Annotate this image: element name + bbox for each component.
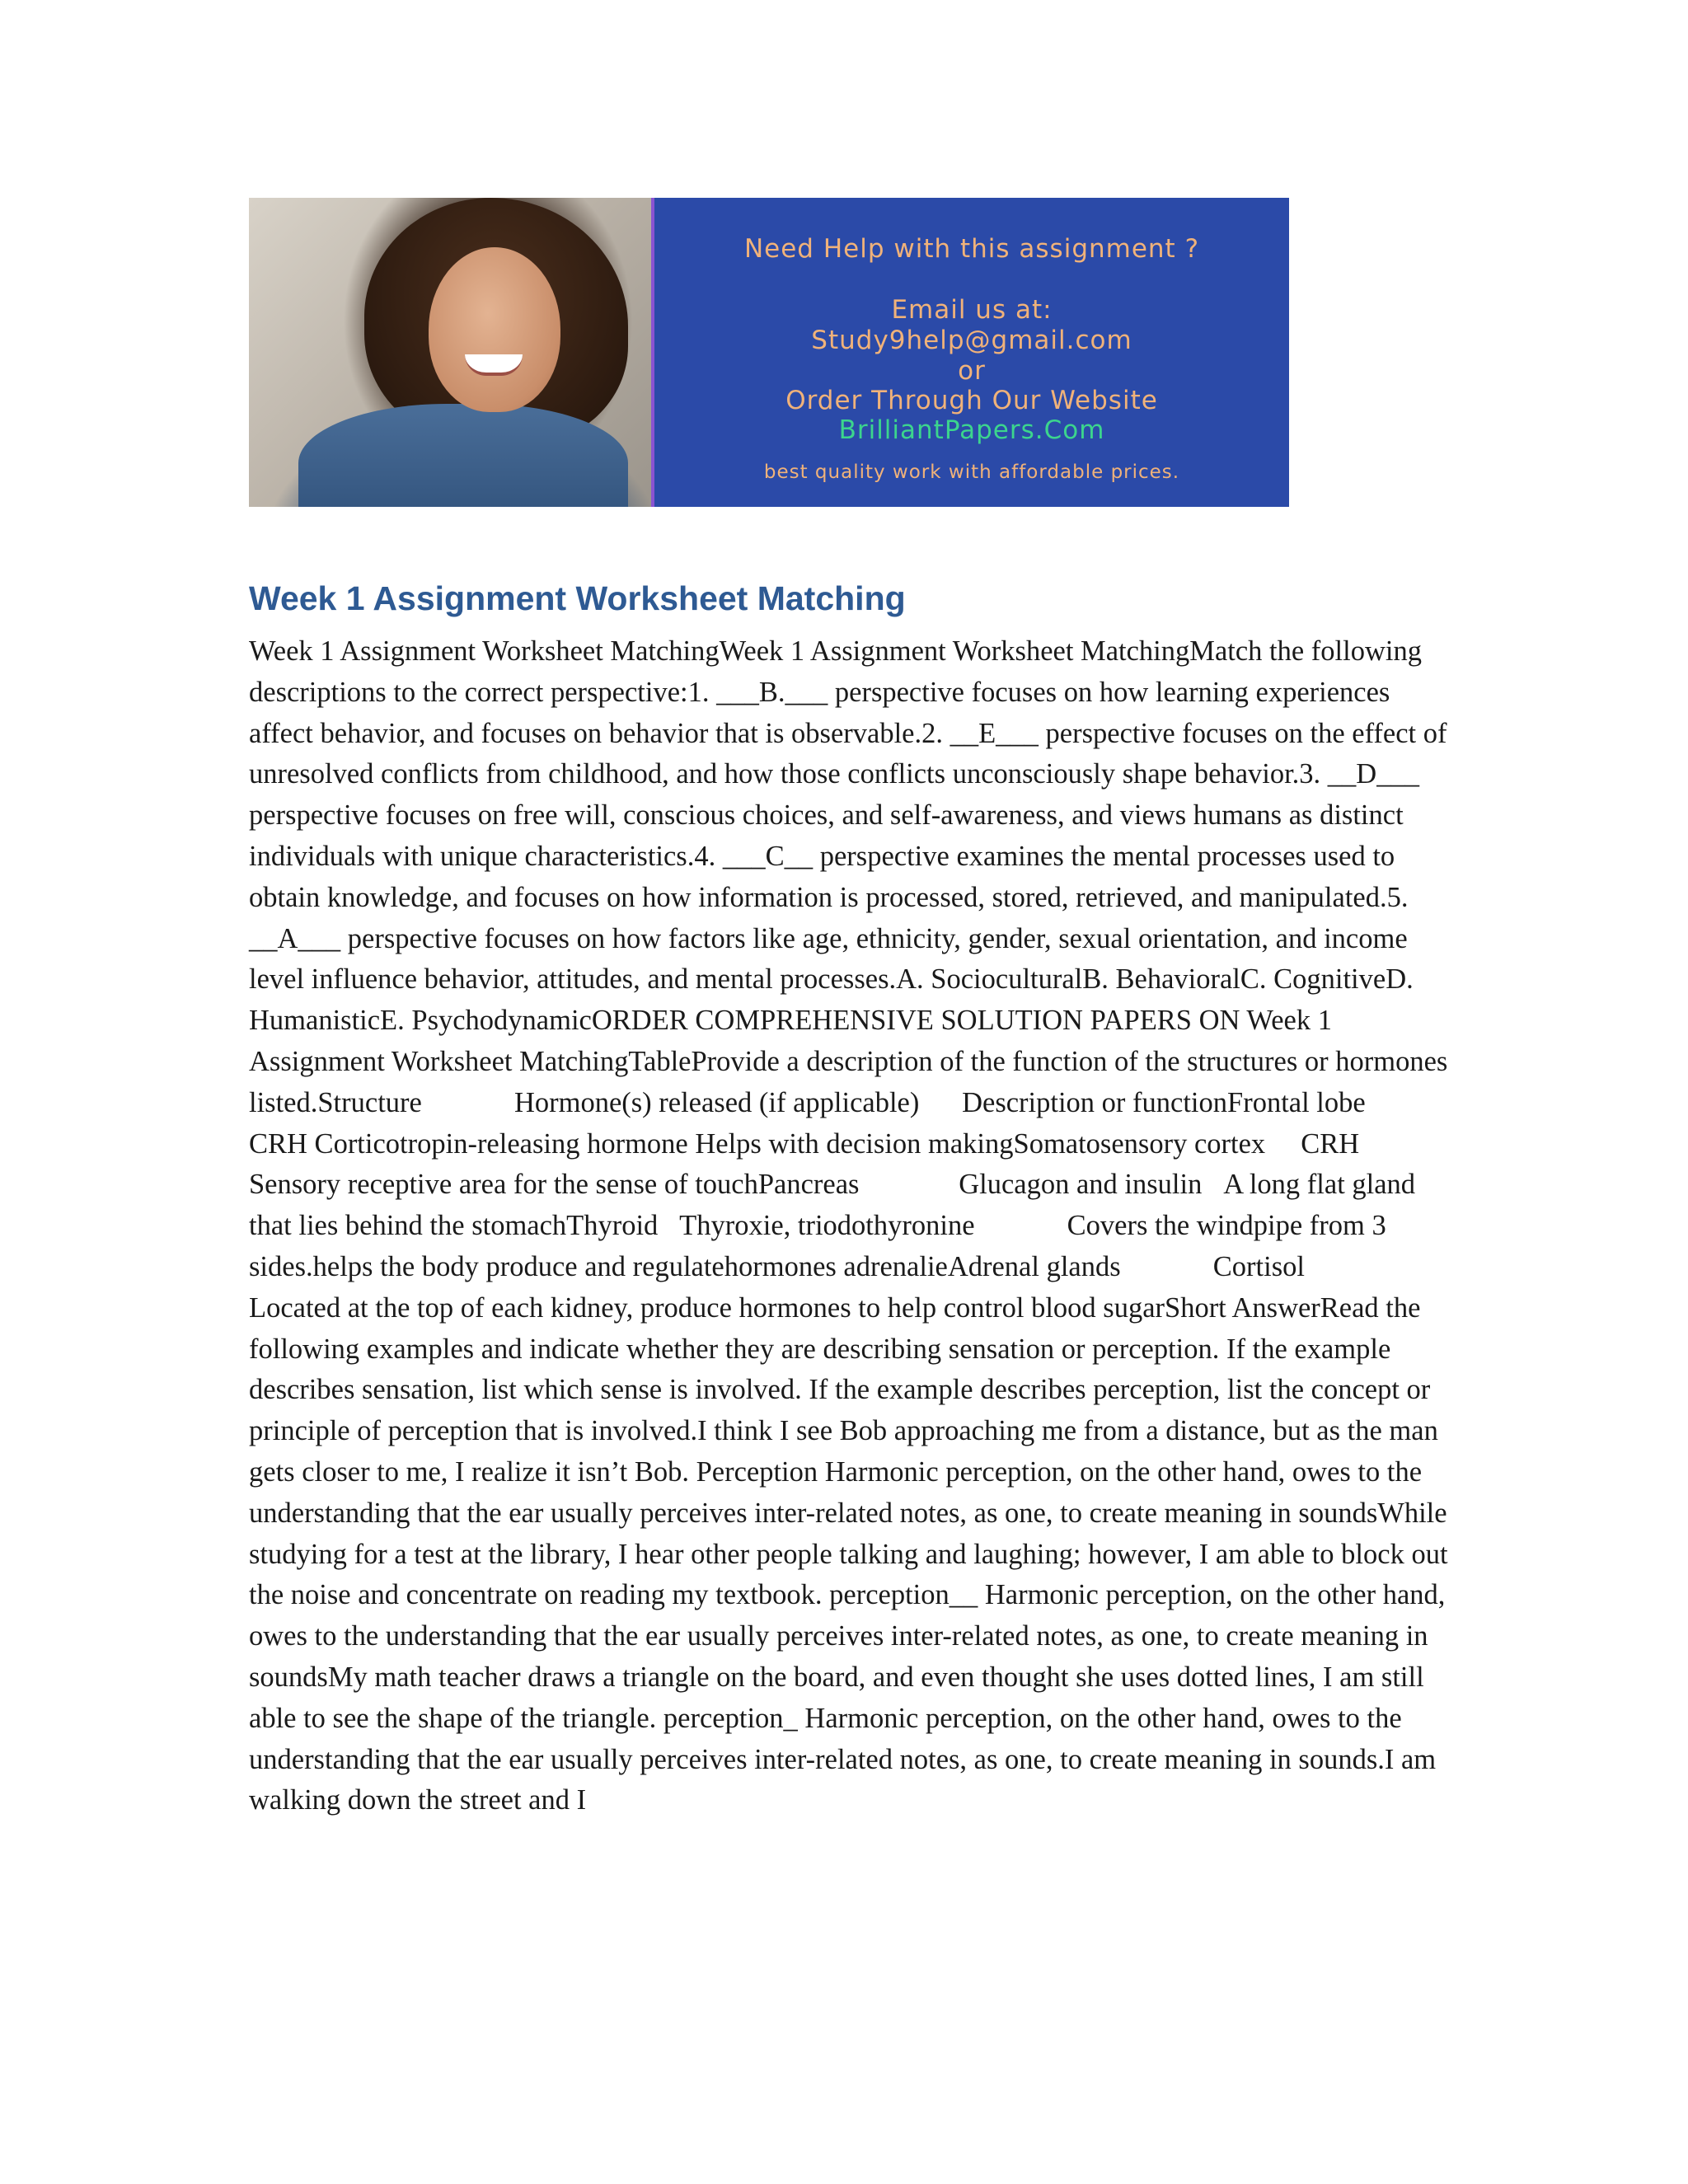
banner-headline: Need Help with this assignment ? — [743, 234, 1200, 264]
banner-or: or — [958, 356, 986, 386]
photo-jacket — [298, 404, 628, 507]
document-body: Week 1 Assignment Worksheet MatchingWeek 1 Assignment Worksheet MatchingMatch the following descriptions to the correct perspective:1. ___B.___ perspective focuses on how learning experiences affect behavior, and focuses on behavior that is observable.2. __E___ perspective focuses on the effect of unresolved conflicts from childhood, and how those conflicts unconsciously shape behavior.3. __D___ perspective focuses on free will, conscious choices, and self-awareness, and views humans as distinct individuals with unique characteristics.4. ___C__ perspective examines the mental processes used to obtain knowledge, and focuses on how information is processed, stored, retrieved, and manipulated.5. __A___ perspective focuses on how factors like age, ethnicity, gender, sexual orientation, and income level influence behavior, attitudes, and mental processes.A. SocioculturalB. BehavioralC. CognitiveD. HumanisticE. PsychodynamicORDER COMPREHENSIVE SOLUTION PAPERS ON Week 1 Assignment Worksheet MatchingTableProvide a description of the function of the structures or hormones listed.Structure Hormone(s) released (if applicable) Description or functionFrontal lobe CRH Corticotropin-releasing hormone Helps with decision makingSomatosensory cortex CRH Sensory receptive area for the sense of touchPancreas Glucagon and insulin A long flat gland that lies behind the stomachThyroid Thyroxie, triodothyronine Covers the windpipe from 3 sides.helps the body produce and regulatehormones adrenalieAdrenal glands Cortisol Located at the top of each kidney, produce hormones to help control blood sugarShort AnswerRead the following examples and indicate whether they are describing sensation or perception. If the example describes sensation, list which sense is involved. If the example describes perception, list the concept or principle of perception that is involved.I think I see Bob approaching me from a distance, but as the man gets closer to me, I realize it isn’t Bob. Perception Harmonic perception, on the other hand, owes to the understanding that the ear usually perceives inter-related notes, as one, to create meaning in soundsWhile studying for a test at the library, I hear other people talking and laughing; however, I am able to block out the noise and concentrate on reading my textbook. perception__ Harmonic perception, on the other hand, owes to the understanding that the ear usually perceives inter-related notes, as one, to create meaning in soundsMy math teacher draws a triangle on the board, and even thought she uses dotted lines, I am still able to see the shape of the triangle. perception_ Harmonic perception, on the other hand, owes to the understanding that the ear usually perceives inter-related notes, as one, to create meaning in sounds.I am walking down the street and I — [249, 635, 1448, 1816]
help-banner[interactable] — [249, 198, 1289, 507]
banner-tagline: best quality work with affordable prices. — [763, 462, 1180, 483]
banner-photo-woman — [249, 198, 651, 507]
banner-email[interactable]: Study9help@gmail.com — [811, 326, 1132, 355]
banner-email-label: Email us at: — [891, 295, 1053, 325]
banner-info-panel — [654, 198, 1289, 507]
photo-face — [429, 247, 560, 412]
banner-order-text: Order Through Our Website — [785, 386, 1158, 415]
document-title: Week 1 Assignment Worksheet Matching — [249, 579, 906, 617]
banner-website-link[interactable]: BrilliantPapers.Com — [838, 415, 1105, 445]
